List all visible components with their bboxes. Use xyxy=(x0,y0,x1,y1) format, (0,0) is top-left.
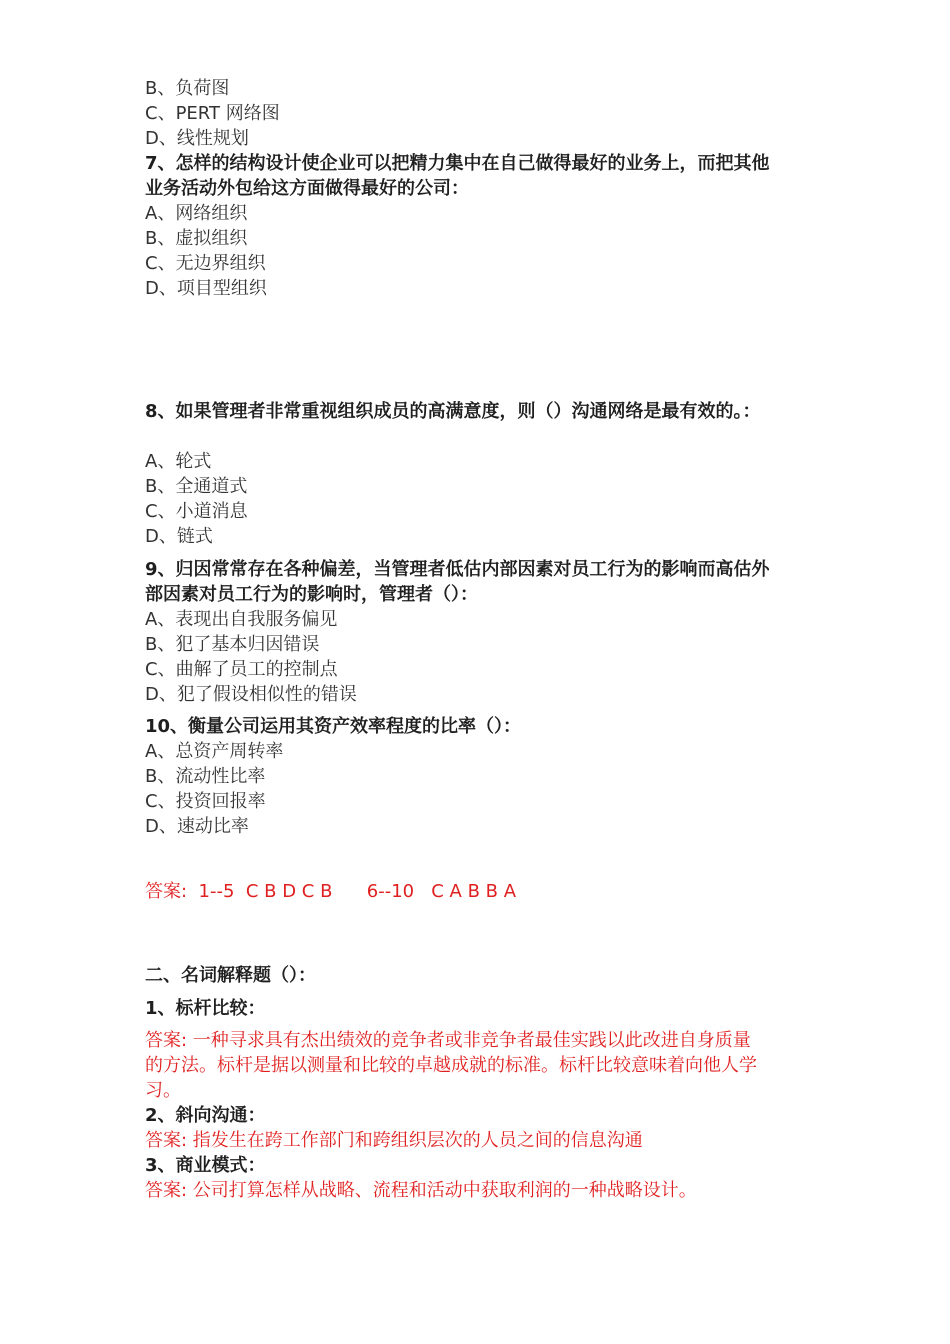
section2-title: 二、名词解释题（）： xyxy=(145,965,316,986)
q10-question-line-1: 10、衡量公司运用其资产效率程度的比率（）： xyxy=(145,716,522,737)
answer-key: 答案: 1--5 C B D C B 6--10 C A B B A xyxy=(145,881,517,902)
term-2-heading: 2、斜向沟通： xyxy=(145,1105,266,1126)
term-1-answer-line-3: 习。 xyxy=(145,1080,181,1101)
q10-option-d: D、速动比率 xyxy=(145,816,249,837)
term-1-answer-line-2: 的方法。标杆是据以测量和比较的卓越成就的标准。标杆比较意味着向他人学 xyxy=(145,1055,757,1076)
q6-option-c: C、PERT 网络图 xyxy=(145,103,280,124)
q8-option-c: C、小道消息 xyxy=(145,501,248,522)
q10-option-b: B、流动性比率 xyxy=(145,766,266,787)
q9-option-a: A、表现出自我服务偏见 xyxy=(145,609,338,630)
term-2-answer-line-1: 答案: 指发生在跨工作部门和跨组织层次的人员之间的信息沟通 xyxy=(145,1130,643,1151)
q6-option-b: B、负荷图 xyxy=(145,78,230,99)
q10-option-a: A、总资产周转率 xyxy=(145,741,284,762)
q7-option-b: B、虚拟组织 xyxy=(145,228,248,249)
q8-question-line-1: 8、如果管理者非常重视组织成员的高满意度，则（）沟通网络是最有效的。： xyxy=(145,401,761,422)
term-1-answer-line-1: 答案: 一种寻求具有杰出绩效的竞争者或非竞争者最佳实践以此改进自身质量 xyxy=(145,1030,751,1051)
q7-option-a: A、网络组织 xyxy=(145,203,248,224)
q9-option-b: B、犯了基本归因错误 xyxy=(145,634,320,655)
term-3-heading: 3、商业模式： xyxy=(145,1155,266,1176)
q6-option-d: D、线性规划 xyxy=(145,128,249,149)
q9-question-line-2: 部因素对员工行为的影响时，管理者（）： xyxy=(145,584,478,605)
q8-option-d: D、链式 xyxy=(145,526,213,547)
q10-option-c: C、投资回报率 xyxy=(145,791,266,812)
term-1-heading: 1、标杆比较： xyxy=(145,998,266,1019)
q8-option-a: A、轮式 xyxy=(145,451,212,472)
q7-option-d: D、项目型组织 xyxy=(145,278,267,299)
q9-option-d: D、犯了假设相似性的错误 xyxy=(145,684,357,705)
q9-option-c: C、曲解了员工的控制点 xyxy=(145,659,338,680)
q7-question-line-2: 业务活动外包给这方面做得最好的公司： xyxy=(145,178,469,199)
q9-question-line-1: 9、归因常常存在各种偏差，当管理者低估内部因素对员工行为的影响而高估外 xyxy=(145,559,770,580)
term-3-answer-line-1: 答案: 公司打算怎样从战略、流程和活动中获取利润的一种战略设计。 xyxy=(145,1180,697,1201)
q8-option-b: B、全通道式 xyxy=(145,476,248,497)
q7-option-c: C、无边界组织 xyxy=(145,253,266,274)
q7-question-line-1: 7、怎样的结构设计使企业可以把精力集中在自己做得最好的业务上，而把其他 xyxy=(145,153,770,174)
